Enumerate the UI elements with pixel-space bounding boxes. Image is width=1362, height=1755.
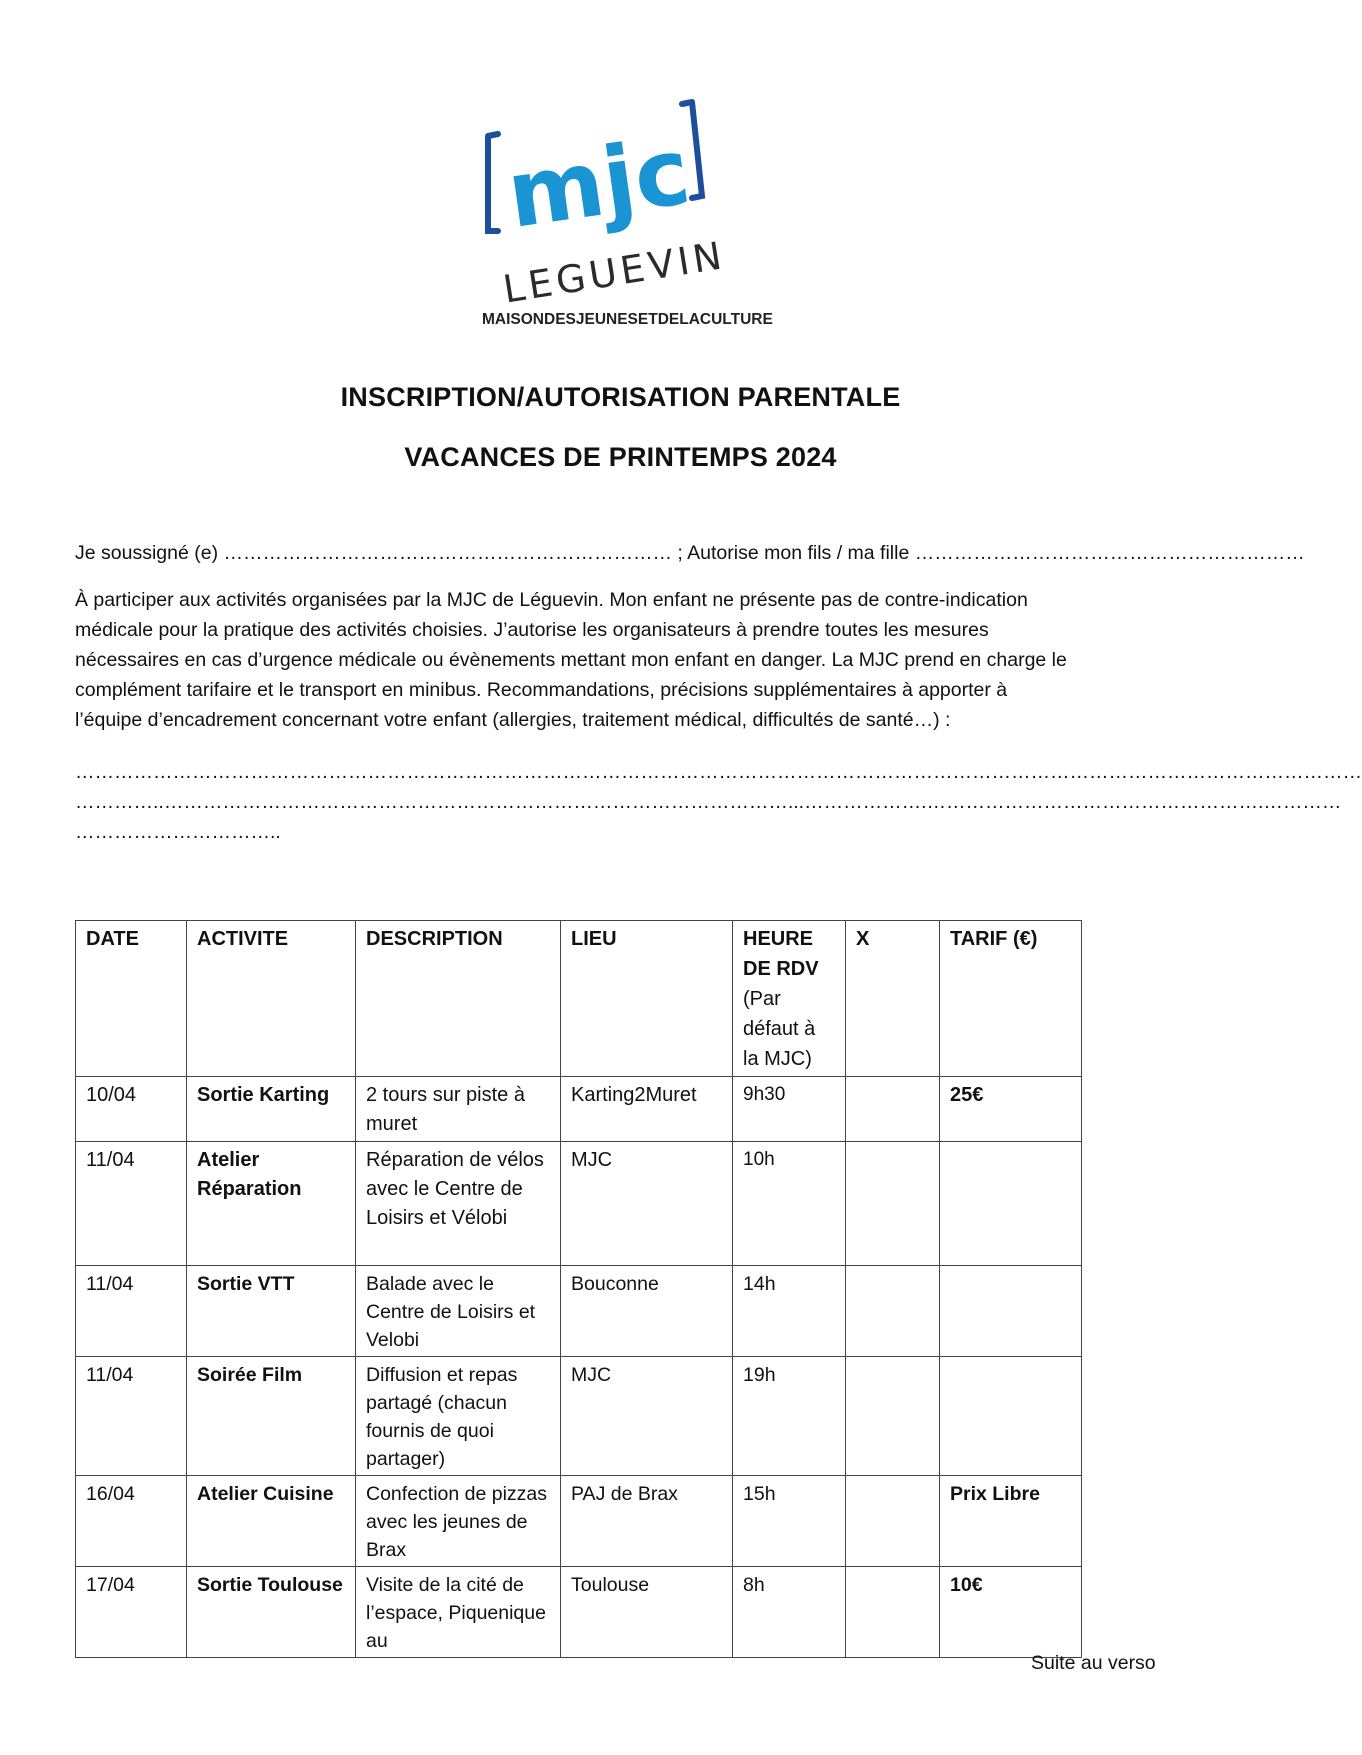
table-row (76, 1266, 1082, 1357)
col-time-note: (Par défaut à la MJC) (743, 988, 816, 1070)
cell-check[interactable] (846, 1077, 940, 1142)
cell-description: Réparation de vélos avec le Centre de Loisirs et Vélobi (356, 1142, 561, 1266)
cell-date: 10/04 (76, 1077, 187, 1142)
col-place: LIEU (561, 921, 733, 1077)
table-row (76, 1142, 1082, 1266)
table-row (76, 1567, 1082, 1658)
cell-place: MJC (561, 1142, 733, 1266)
cell-date: 11/04 (76, 1357, 187, 1476)
identity-line: Je soussigné (e) …………………………………………………………… ; Autorise mon fils / ma fille …………………………………………………… (75, 542, 1305, 564)
col-price: TARIF (€) (940, 921, 1082, 1077)
cell-description: Confection de pizzas avec les jeunes de Brax (356, 1476, 561, 1567)
cell-price (940, 1357, 1082, 1476)
cell-place: MJC (561, 1357, 733, 1476)
mjc-leguevin-logo (480, 96, 773, 328)
col-time (733, 921, 846, 1077)
col-description: DESCRIPTION (356, 921, 561, 1077)
cell-price: 10€ (940, 1567, 1082, 1658)
page-subtitle: VACANCES DE PRINTEMPS 2024 (404, 442, 837, 472)
cell-activity: Sortie Toulouse (187, 1567, 356, 1658)
cell-time: 19h (733, 1357, 846, 1476)
cell-check[interactable] (846, 1142, 940, 1266)
cell-time: 14h (733, 1266, 846, 1357)
table-row (76, 1357, 1082, 1476)
paragraph-line: nécessaires en cas d’urgence médicale ou évènements mettant mon enfant en danger. La MJC prend en charge le (75, 649, 1067, 671)
cell-time: 9h30 (733, 1077, 846, 1142)
cell-place: Toulouse (561, 1567, 733, 1658)
cell-price (940, 1266, 1082, 1357)
cell-check[interactable] (846, 1357, 940, 1476)
cell-activity: Sortie Karting (187, 1077, 356, 1142)
paragraph-line: À participer aux activités organisées par la MJC de Léguevin. Mon enfant ne présente pas de contre-indication (75, 589, 1028, 611)
cell-price (940, 1142, 1082, 1266)
cell-place: PAJ de Brax (561, 1476, 733, 1567)
col-date: DATE (76, 921, 187, 1077)
dotted-line: …………..……………………………………………………………………………………...……………….…………………………………………….………… (75, 791, 1342, 813)
logo-tagline: MAISONDESJEUNESETDELACULTURE (482, 311, 773, 328)
cell-activity: Sortie VTT (187, 1266, 356, 1357)
table-header-row (76, 921, 1082, 1077)
cell-check[interactable] (846, 1567, 940, 1658)
cell-activity: Soirée Film (187, 1357, 356, 1476)
dotted-line: ……………………………………………………………………………………………………………………………………………………………………………… (75, 761, 1362, 783)
authorization-paragraph (75, 585, 1165, 735)
cell-place: Bouconne (561, 1266, 733, 1357)
cell-price: Prix Libre (940, 1476, 1082, 1567)
cell-date: 16/04 (76, 1476, 187, 1567)
cell-description: Balade avec le Centre de Loisirs et Velobi (356, 1266, 561, 1357)
col-activity: ACTIVITE (187, 921, 356, 1077)
cell-check[interactable] (846, 1476, 940, 1567)
dotted-line: ………………………….. (75, 821, 281, 843)
table-row (76, 1077, 1082, 1142)
notes-fill-lines (75, 757, 1362, 847)
table-row (76, 1476, 1082, 1567)
cell-date: 11/04 (76, 1266, 187, 1357)
cell-check[interactable] (846, 1266, 940, 1357)
cell-time: 8h (733, 1567, 846, 1658)
logo-mark: mjc (501, 117, 697, 249)
continued-on-back-note: Suite au verso (1031, 1652, 1156, 1674)
cell-activity: Atelier Cuisine (187, 1476, 356, 1567)
col-time-label: HEURE DE RDV (743, 928, 819, 980)
cell-description: 2 tours sur piste à muret (356, 1077, 561, 1142)
cell-activity: Atelier Réparation (187, 1142, 356, 1266)
cell-date: 17/04 (76, 1567, 187, 1658)
paragraph-line: médicale pour la pratique des activités choisies. J’autorise les organisateurs à prendre toutes les mesures (75, 619, 989, 641)
cell-time: 10h (733, 1142, 846, 1266)
col-check: X (846, 921, 940, 1077)
activities-table (75, 920, 1082, 1658)
paragraph-line: complément tarifaire et le transport en minibus. Recommandations, précisions supplémentaires à apporter à (75, 679, 1008, 701)
cell-price: 25€ (940, 1077, 1082, 1142)
page-title: INSCRIPTION/AUTORISATION PARENTALE (340, 382, 901, 412)
cell-time: 15h (733, 1476, 846, 1567)
cell-date: 11/04 (76, 1142, 187, 1266)
paragraph-line: l’équipe d’encadrement concernant votre enfant (allergies, traitement médical, difficultés de santé…) : (75, 709, 951, 731)
cell-description: Visite de la cité de l’espace, Piquenique au (356, 1567, 561, 1658)
logo-city: LEGUEVIN (500, 233, 729, 312)
cell-description: Diffusion et repas partagé (chacun fournis de quoi partager) (356, 1357, 561, 1476)
cell-place: Karting2Muret (561, 1077, 733, 1142)
